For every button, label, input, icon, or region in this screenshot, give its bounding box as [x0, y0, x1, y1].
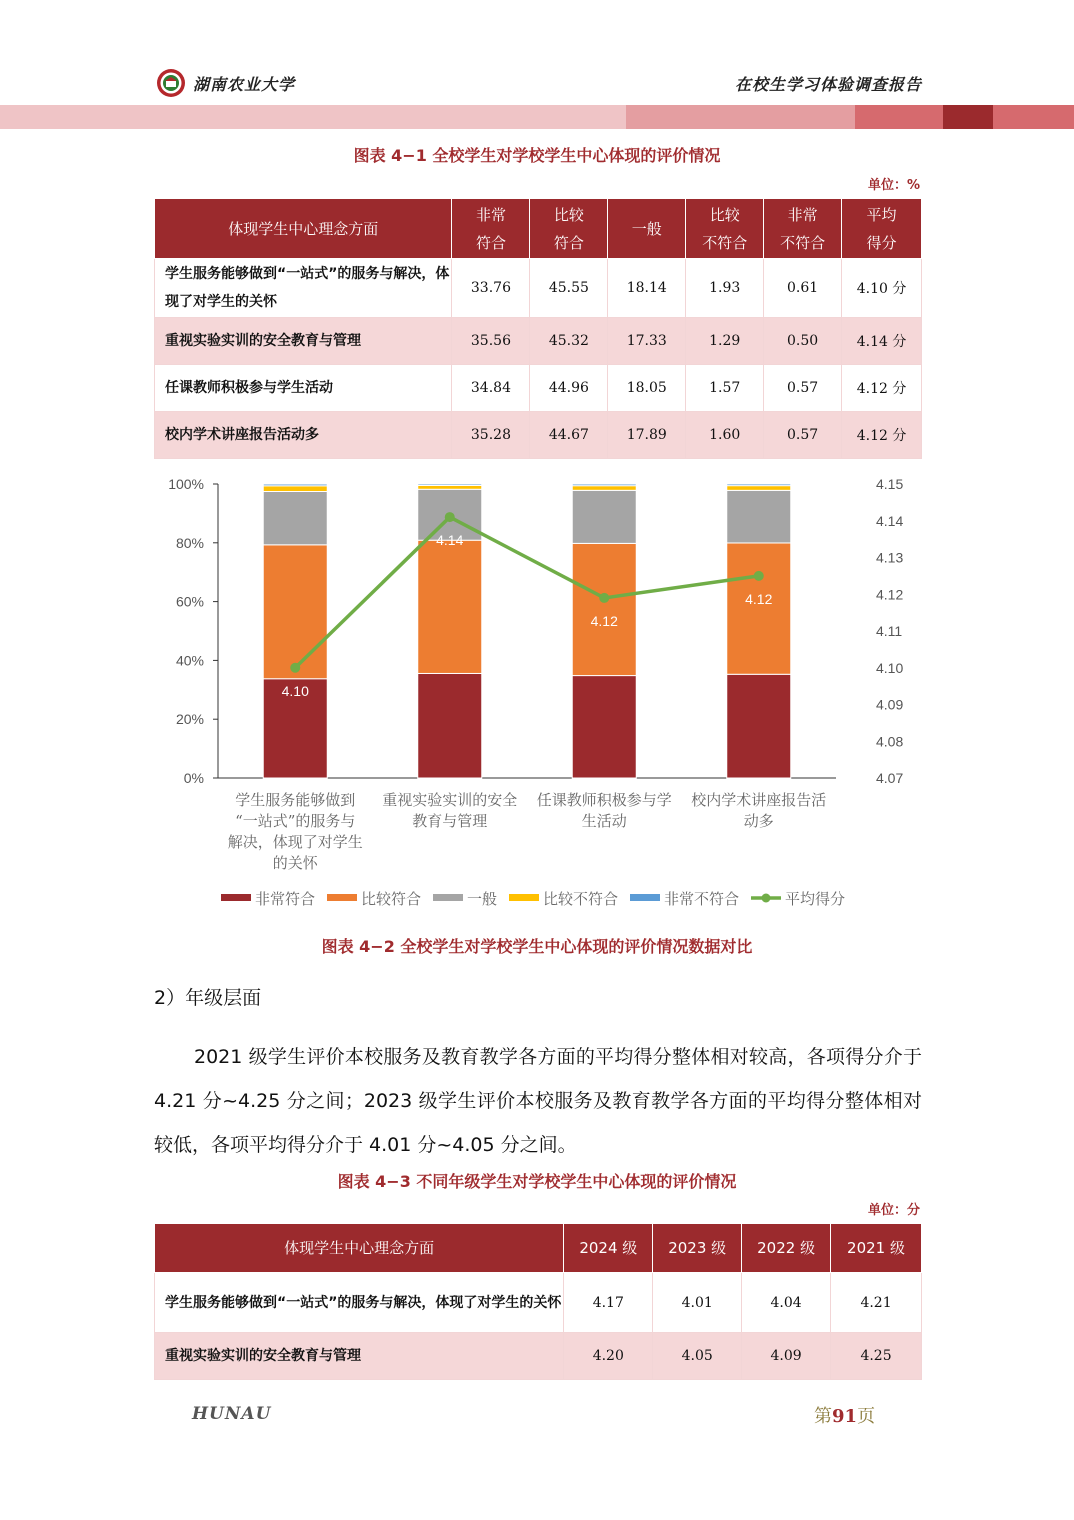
- table1-caption: 图表 4−1 全校学生对学校学生中心体现的评价情况: [353, 146, 721, 165]
- cell: 0.61: [764, 259, 842, 318]
- legend-swatch: [327, 894, 357, 901]
- y2-tick-label: 4.07: [876, 770, 904, 786]
- cell: 1.93: [686, 259, 764, 318]
- row-label: 重视实验实训的安全教育与管理: [155, 1333, 564, 1380]
- y2-tick-label: 4.08: [876, 733, 904, 750]
- report-title: 在校生学习体验调查报告: [734, 75, 922, 94]
- bar-segment: [572, 676, 636, 778]
- cell: 35.56: [452, 318, 530, 365]
- bar-segment: [572, 543, 636, 675]
- cell: 4.20: [564, 1333, 653, 1380]
- header-strongly-disagree: 非常 不符合: [764, 199, 842, 259]
- x-tick-label: 生活动: [581, 812, 627, 830]
- stacked-bar-line-chart: [154, 470, 924, 920]
- bar-segment: [572, 484, 636, 486]
- cell: 45.55: [530, 259, 608, 318]
- band-segment: [626, 105, 855, 129]
- cell: 17.89: [608, 412, 686, 459]
- cell: 4.25: [831, 1333, 922, 1380]
- cell: 4.04: [742, 1273, 831, 1333]
- table-header-row: [155, 1224, 922, 1273]
- bar-segment: [418, 484, 482, 485]
- y-tick-label: 20%: [175, 711, 204, 728]
- table-header-row: [155, 199, 922, 259]
- average-score-point: [599, 593, 609, 603]
- legend-swatch: [433, 894, 463, 901]
- header-color-band: [0, 105, 1074, 129]
- x-tick-label: 解决，体现了对学生: [227, 833, 363, 851]
- y2-tick-label: 4.12: [876, 586, 904, 603]
- cell: 4.14 分: [842, 318, 922, 365]
- x-tick-label: 重视实验实训的安全: [382, 791, 518, 809]
- legend-label: 非常符合: [255, 890, 316, 908]
- y-tick-label: 0%: [183, 770, 204, 786]
- legend-label: 比较不符合: [543, 890, 619, 908]
- x-tick-label: “一站式”的服务与: [235, 812, 356, 830]
- bar-segment: [572, 486, 636, 491]
- table-row: [155, 365, 922, 412]
- cell: 18.14: [608, 259, 686, 318]
- cell: 33.76: [452, 259, 530, 318]
- row-label: 任课教师积极参与学生活动: [155, 365, 452, 412]
- cell: 0.57: [764, 365, 842, 412]
- cell: 34.84: [452, 365, 530, 412]
- body-paragraph: 2021 级学生评价本校服务及教育教学各方面的平均得分整体相对较高，各项得分介于 4.21 分~4.25 分之间；2023 级学生评价本校服务及教育教学各方面的平均得分整体相对较低，各项平均得分介于 4.01 分~4.05 分之间。: [154, 1046, 922, 1156]
- bar-segment: [418, 485, 482, 489]
- legend-swatch: [509, 894, 539, 901]
- bar-segment: [727, 490, 791, 543]
- y2-tick-label: 4.11: [876, 623, 903, 639]
- bar-segment: [727, 543, 791, 674]
- cell: 4.05: [653, 1333, 742, 1380]
- cell: 4.10 分: [842, 259, 922, 318]
- band-segment: [993, 105, 1074, 129]
- header-agree: 比较 符合: [530, 199, 608, 259]
- y2-tick-label: 4.15: [876, 476, 904, 492]
- header-average: 平均 得分: [842, 199, 922, 259]
- average-score-line: [295, 517, 759, 668]
- header-aspect: 体现学生中心理念方面: [155, 199, 452, 259]
- table2-unit: 单位：分: [867, 1203, 920, 1218]
- cell: 4.21: [831, 1273, 922, 1333]
- y2-tick-label: 4.10: [876, 659, 904, 676]
- data-label: 4.10: [281, 682, 309, 699]
- cell: 0.57: [764, 412, 842, 459]
- bar-segment: [263, 545, 327, 679]
- cell: 1.57: [686, 365, 764, 412]
- page-number: 第91页: [814, 1406, 876, 1427]
- legend-label: 平均得分: [785, 890, 846, 908]
- y-tick-label: 40%: [175, 652, 204, 669]
- university-logo: [156, 68, 186, 98]
- chart-caption: 图表 4−2 全校学生对学校学生中心体现的评价情况数据对比: [321, 937, 753, 956]
- cell: 17.33: [608, 318, 686, 365]
- y-tick-label: 80%: [175, 534, 204, 551]
- average-score-point: [290, 663, 300, 673]
- university-name: 湖南农业大学: [193, 75, 296, 94]
- y2-tick-label: 4.13: [876, 549, 904, 566]
- legend-label: 一般: [467, 890, 498, 908]
- y2-tick-label: 4.09: [876, 696, 904, 713]
- cell: 4.01: [653, 1273, 742, 1333]
- data-label: 4.12: [745, 590, 773, 607]
- header-grade-2022: 2022 级: [742, 1224, 831, 1273]
- bar-segment: [727, 674, 791, 778]
- cell: 4.12 分: [842, 412, 922, 459]
- y-tick-label: 100%: [168, 476, 204, 492]
- row-label: 学生服务能够做到“一站式”的服务与解决，体现了对学生的关怀: [155, 1273, 564, 1333]
- table-row: [155, 412, 922, 459]
- bar-segment: [263, 491, 327, 544]
- x-tick-label: 任课教师积极参与学: [536, 791, 672, 809]
- cell: 4.17: [564, 1273, 653, 1333]
- header-grade-2023: 2023 级: [653, 1224, 742, 1273]
- legend-label: 比较符合: [361, 890, 422, 908]
- header-strongly-agree: 非常 符合: [452, 199, 530, 259]
- legend-label: 非常不符合: [664, 890, 740, 908]
- x-tick-label: 动多: [743, 812, 774, 830]
- header-disagree: 比较 不符合: [686, 199, 764, 259]
- average-score-point: [754, 571, 764, 581]
- x-tick-label: 教育与管理: [412, 812, 488, 830]
- cell: 1.29: [686, 318, 764, 365]
- cell: 1.60: [686, 412, 764, 459]
- header-grade-2024: 2024 级: [564, 1224, 653, 1273]
- x-tick-label: 校内学术讲座报告活: [691, 791, 827, 809]
- bar-segment: [418, 540, 482, 673]
- cell: 18.05: [608, 365, 686, 412]
- x-tick-label: 的关怀: [272, 854, 318, 872]
- bar-segment: [727, 484, 791, 486]
- table-row: [155, 259, 922, 318]
- bar-segment: [263, 486, 327, 492]
- bar-segment: [727, 486, 791, 491]
- table2-caption: 图表 4−3 不同年级学生对学校学生中心体现的评价情况: [337, 1172, 737, 1191]
- header-grade-2021: 2021 级: [831, 1224, 922, 1273]
- y-tick-label: 60%: [175, 593, 204, 610]
- cell: 35.28: [452, 412, 530, 459]
- table-row: [155, 1333, 922, 1380]
- cell: 44.96: [530, 365, 608, 412]
- table-row: [155, 1273, 922, 1333]
- header-aspect: 体现学生中心理念方面: [155, 1224, 564, 1273]
- bar-segment: [263, 484, 327, 486]
- row-label: 校内学术讲座报告活动多: [155, 412, 452, 459]
- table-row: [155, 318, 922, 365]
- y2-tick-label: 4.14: [876, 512, 904, 529]
- cell: 44.67: [530, 412, 608, 459]
- average-score-point: [445, 512, 455, 522]
- data-label: 4.14: [436, 532, 464, 549]
- cell: 0.50: [764, 318, 842, 365]
- bar-segment: [572, 490, 636, 543]
- legend-swatch: [630, 894, 660, 901]
- legend-swatch: [221, 894, 251, 901]
- band-segment: [855, 105, 943, 129]
- section-heading: 2）年级层面: [154, 987, 262, 1009]
- row-label: 学生服务能够做到“一站式”的服务与解决，体现了对学生的关怀: [155, 259, 452, 318]
- header-neutral: 一般: [608, 199, 686, 259]
- row-label: 重视实验实训的安全教育与管理: [155, 318, 452, 365]
- band-segment: [0, 105, 626, 129]
- data-label: 4.12: [590, 612, 618, 629]
- grade-evaluation-table: [154, 1223, 922, 1380]
- footer-brand: HUNAU: [192, 1404, 272, 1424]
- band-segment: [943, 105, 993, 129]
- cell: 4.09: [742, 1333, 831, 1380]
- cell: 4.12 分: [842, 365, 922, 412]
- legend-marker: [762, 894, 771, 903]
- table1-unit: 单位：%: [867, 178, 920, 193]
- x-tick-label: 学生服务能够做到: [235, 791, 356, 809]
- bar-segment: [418, 673, 482, 778]
- cell: 45.32: [530, 318, 608, 365]
- evaluation-table: [154, 198, 922, 459]
